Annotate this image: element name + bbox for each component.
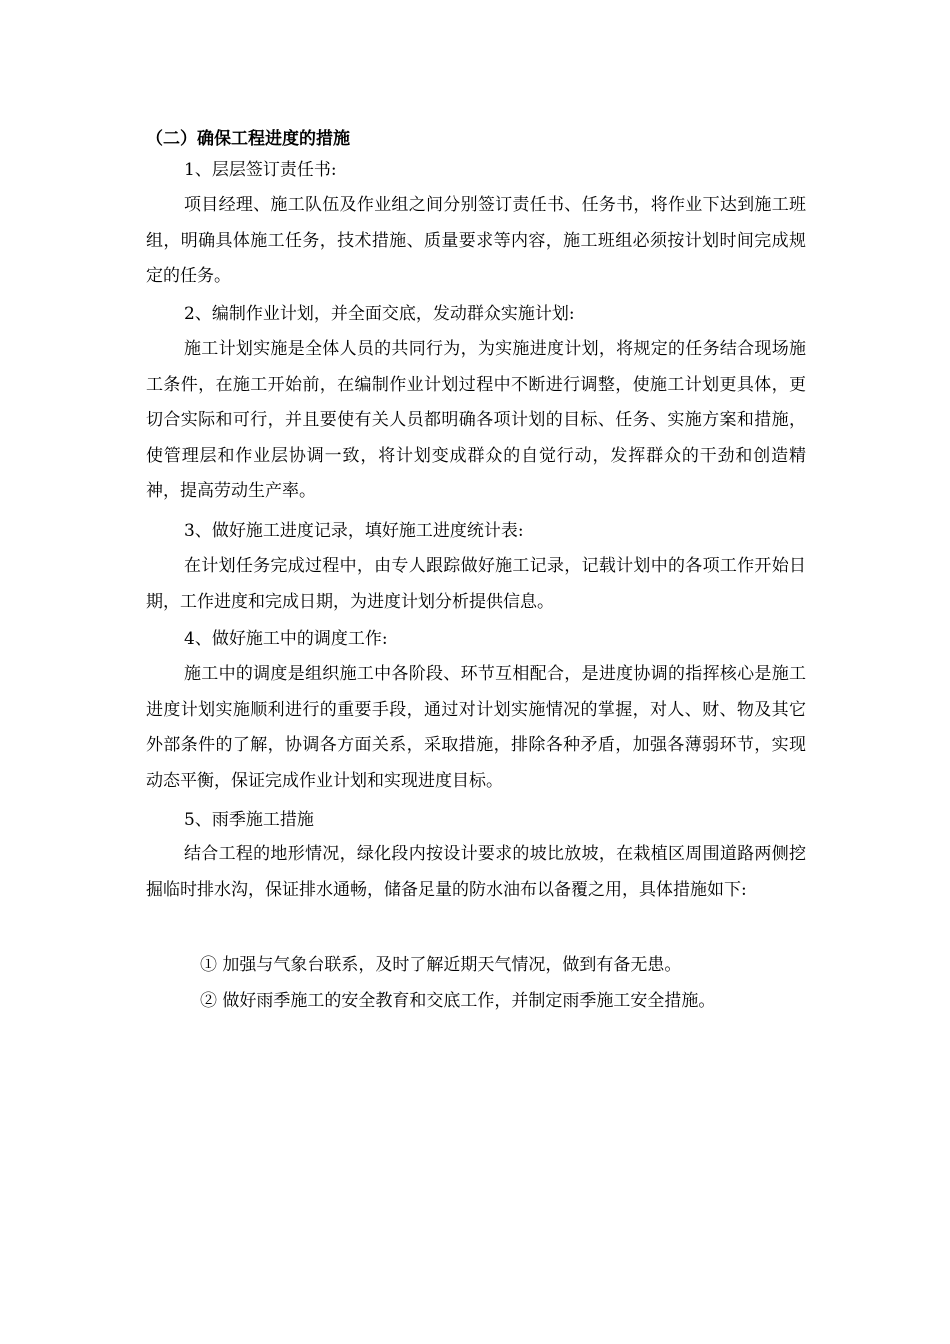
item-5-body: 结合工程的地形情况，绿化段内按设计要求的坡比放坡，在栽植区周围道路两侧挖掘临时排水沟，保证排水通畅，储备足量的防水油布以备覆之用，具体措施如下: [146, 844, 806, 900]
item-5-sub-item-2: ② 做好雨季施工的安全教育和交底工作，并制定雨季施工安全措施。 [200, 991, 716, 1011]
item-3-body: 在计划任务完成过程中，由专人跟踪做好施工记录，记载计划中的各项工作开始日期，工作进度和完成日期，为进度计划分析提供信息。 [146, 556, 806, 612]
item-3-title: 3、做好施工进度记录，填好施工进度统计表: [184, 521, 524, 541]
item-4-title: 4、做好施工中的调度工作: [184, 629, 388, 649]
item-1-title: 1、层层签订责任书: [184, 160, 337, 180]
section-heading: （二）确保工程进度的措施 [146, 129, 350, 149]
item-5-sub-item-1: ① 加强与气象台联系，及时了解近期天气情况，做到有备无患。 [200, 955, 682, 975]
item-2-title: 2、编制作业计划，并全面交底，发动群众实施计划: [184, 304, 575, 324]
item-2-body: 施工计划实施是全体人员的共同行为，为实施进度计划，将规定的任务结合现场施工条件，在施工开始前，在编制作业计划过程中不断进行调整，使施工计划更具体，更切合实际和可行，并且要使有关人员都明确各项计划的目标、任务、实施方案和措施，使管理层和作业层协调一致，将计划变成群众的自觉行动，发挥群众的干劲和创造精神，提高劳动生产率。 [146, 339, 806, 502]
item-4-body: 施工中的调度是组织施工中各阶段、环节互相配合，是进度协调的指挥核心是施工进度计划实施顺利进行的重要手段，通过对计划实施情况的掌握，对人、财、物及其它外部条件的了解，协调各方面关系，采取措施，排除各种矛盾，加强各薄弱环节，实现动态平衡，保证完成作业计划和实现进度目标。 [146, 664, 806, 791]
item-1-body: 项目经理、施工队伍及作业组之间分别签订责任书、任务书，将作业下达到施工班组，明确具体施工任务，技术措施、质量要求等内容，施工班组必须按计划时间完成规定的任务。 [146, 195, 806, 287]
item-5-title: 5、雨季施工措施 [184, 810, 314, 830]
